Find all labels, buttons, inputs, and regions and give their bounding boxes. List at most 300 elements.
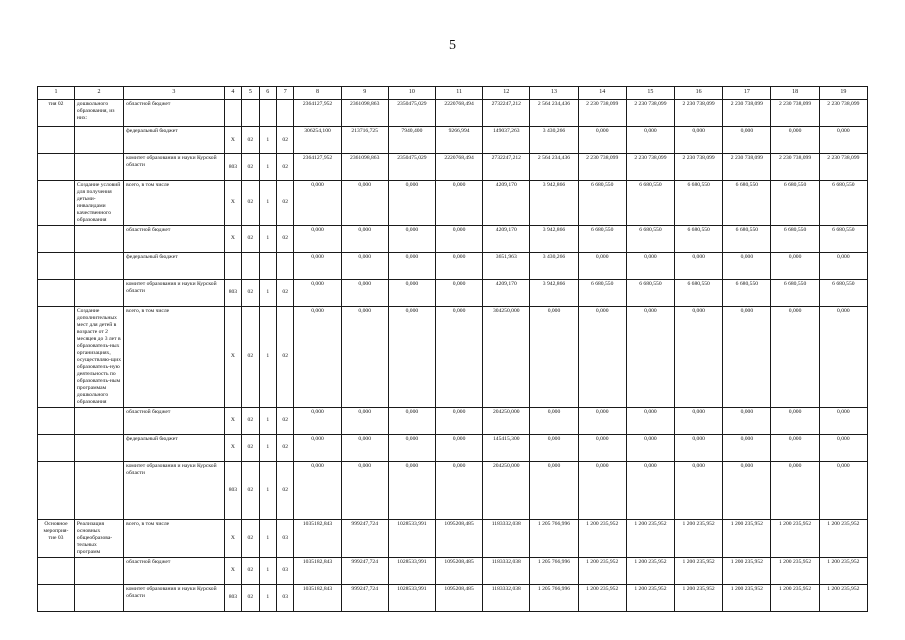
value-cell: 0,000: [626, 434, 674, 461]
value-cell: 2 564 234,436: [530, 154, 578, 181]
header-cell: 19: [819, 87, 867, 100]
value-cell: 1 200 235,952: [771, 584, 819, 611]
cell-c6: 1: [259, 557, 276, 584]
value-cell: 1 200 235,952: [771, 519, 819, 557]
table-row: [38, 557, 868, 584]
value-cell: 4209,170: [483, 279, 530, 306]
value-cell: 0,000: [626, 306, 674, 407]
header-cell: 6: [259, 87, 276, 100]
value-cell: 0,000: [388, 225, 435, 252]
value-cell: 6 680,550: [771, 279, 819, 306]
value-cell: 0,000: [388, 252, 435, 279]
value-cell: 1028533,991: [388, 519, 435, 557]
cell-c3: областной бюджет: [124, 557, 225, 584]
cell-c4: X: [224, 306, 241, 407]
cell-c5: 02: [242, 127, 259, 154]
cell-c3: областной бюджет: [124, 225, 225, 252]
value-cell: 2 230 738,099: [723, 154, 771, 181]
cell-c2: [74, 252, 123, 279]
value-cell: 2 230 738,099: [675, 154, 723, 181]
value-cell: 0,000: [294, 225, 341, 252]
table-row: [38, 100, 868, 127]
table-row: [38, 127, 868, 154]
cell-c3: федеральный бюджет: [124, 434, 225, 461]
value-cell: 0,000: [436, 461, 483, 519]
cell-c6: 1: [259, 154, 276, 181]
cell-c7: 02: [277, 181, 294, 226]
cell-c4: X: [224, 225, 241, 252]
value-cell: 0,000: [723, 461, 771, 519]
cell-c4: X: [224, 557, 241, 584]
cell-c3: комитет образования и науки Курской области: [124, 279, 225, 306]
cell-c4: X: [224, 519, 241, 557]
value-cell: 1 200 235,952: [819, 557, 867, 584]
cell-c7: 03: [277, 519, 294, 557]
value-cell: 2364127,952: [294, 100, 341, 127]
cell-c3: всего, в том числе: [124, 306, 225, 407]
value-cell: 1028533,991: [388, 557, 435, 584]
value-cell: 0,000: [675, 461, 723, 519]
value-cell: 2 230 738,099: [819, 100, 867, 127]
value-cell: 6 680,550: [771, 225, 819, 252]
value-cell: 2 230 738,099: [819, 154, 867, 181]
value-cell: 4209,170: [483, 181, 530, 226]
cell-c2: Создание дополнительных мест для детей в возрасте от 2 месяцев до 3 лет в образователь-ных организациях, осуществляю-щих образователь-ную деятельность по образователь-ным программам дошкольного образования: [74, 306, 123, 407]
cell-c6: [259, 100, 276, 127]
value-cell: 1 200 235,952: [626, 584, 674, 611]
value-cell: 0,000: [530, 306, 578, 407]
page-number: 5: [449, 38, 456, 53]
value-cell: 204250,000: [483, 407, 530, 434]
cell-c6: 1: [259, 279, 276, 306]
value-cell: 1183332,038: [483, 519, 530, 557]
value-cell: 1 200 235,952: [578, 519, 626, 557]
cell-c7: 02: [277, 154, 294, 181]
value-cell: 0,000: [436, 225, 483, 252]
cell-c7: 02: [277, 407, 294, 434]
header-cell: 9: [341, 87, 388, 100]
value-cell: 2 230 738,099: [771, 100, 819, 127]
cell-c6: 1: [259, 461, 276, 519]
cell-c3: комитет образования и науки Курской области: [124, 461, 225, 519]
value-cell: 0,000: [819, 407, 867, 434]
cell-c5: 02: [242, 181, 259, 226]
cell-c4: X: [224, 181, 241, 226]
value-cell: 2 564 234,436: [530, 100, 578, 127]
cell-c6: 1: [259, 434, 276, 461]
table-row: [38, 252, 868, 279]
cell-c5: 02: [242, 279, 259, 306]
value-cell: 2361098,863: [341, 154, 388, 181]
header-cell: 16: [675, 87, 723, 100]
value-cell: 1028533,991: [388, 584, 435, 611]
cell-c5: 02: [242, 407, 259, 434]
header-cell: 11: [436, 87, 483, 100]
value-cell: 1095208,485: [436, 584, 483, 611]
cell-c1: [38, 127, 75, 154]
value-cell: 0,000: [723, 407, 771, 434]
cell-c4: 803: [224, 279, 241, 306]
value-cell: 0,000: [578, 407, 626, 434]
value-cell: 0,000: [530, 407, 578, 434]
value-cell: 6 680,550: [675, 181, 723, 226]
value-cell: 4209,170: [483, 225, 530, 252]
cell-c4: [224, 252, 241, 279]
value-cell: 0,000: [626, 252, 674, 279]
cell-c6: 1: [259, 407, 276, 434]
value-cell: 0,000: [341, 279, 388, 306]
cell-c7: [277, 100, 294, 127]
value-cell: 2361098,863: [341, 100, 388, 127]
cell-c2: Реализация основных общеобразова-тельных программ: [74, 519, 123, 557]
value-cell: 1095208,485: [436, 557, 483, 584]
value-cell: 6 680,550: [771, 181, 819, 226]
cell-c2: [74, 461, 123, 519]
cell-c3: комитет образования и науки Курской области: [124, 584, 225, 611]
value-cell: 0,000: [341, 434, 388, 461]
value-cell: 1 200 235,952: [626, 557, 674, 584]
value-cell: 0,000: [341, 225, 388, 252]
value-cell: 0,000: [436, 306, 483, 407]
value-cell: 2 230 738,099: [626, 154, 674, 181]
value-cell: 2 230 738,099: [626, 100, 674, 127]
value-cell: 1 200 235,952: [578, 557, 626, 584]
table-row: [38, 519, 868, 557]
cell-c4: X: [224, 434, 241, 461]
value-cell: 0,000: [819, 461, 867, 519]
value-cell: 0,000: [294, 181, 341, 226]
value-cell: 0,000: [341, 461, 388, 519]
table-row: [38, 181, 868, 226]
header-cell: 3: [124, 87, 225, 100]
cell-c1: Основное мероприя-тие 03: [38, 519, 75, 557]
cell-c1: [38, 154, 75, 181]
value-cell: 2732247,212: [483, 154, 530, 181]
value-cell: 0,000: [388, 306, 435, 407]
value-cell: 0,000: [675, 252, 723, 279]
header-cell: 13: [530, 87, 578, 100]
cell-c5: 02: [242, 306, 259, 407]
cell-c1: [38, 434, 75, 461]
value-cell: 1 200 235,952: [819, 519, 867, 557]
value-cell: 0,000: [294, 279, 341, 306]
cell-c2: [74, 407, 123, 434]
header-cell: 15: [626, 87, 674, 100]
value-cell: 0,000: [578, 434, 626, 461]
value-cell: 6 680,550: [819, 279, 867, 306]
value-cell: 213716,725: [341, 127, 388, 154]
cell-c1: [38, 279, 75, 306]
value-cell: 1 200 235,952: [723, 557, 771, 584]
cell-c2: [74, 225, 123, 252]
value-cell: 3 430,266: [530, 252, 578, 279]
value-cell: 0,000: [341, 306, 388, 407]
value-cell: 2350475,029: [388, 100, 435, 127]
value-cell: 3 942,866: [530, 225, 578, 252]
value-cell: 2732247,212: [483, 100, 530, 127]
cell-c5: 02: [242, 557, 259, 584]
value-cell: 1035182,843: [294, 557, 341, 584]
cell-c1: [38, 584, 75, 611]
cell-c4: 803: [224, 461, 241, 519]
cell-c5: [242, 100, 259, 127]
value-cell: 3 942,866: [530, 181, 578, 226]
value-cell: 6 680,550: [723, 279, 771, 306]
header-cell: 8: [294, 87, 341, 100]
cell-c4: 803: [224, 154, 241, 181]
value-cell: 1 200 235,952: [771, 557, 819, 584]
value-cell: 0,000: [294, 434, 341, 461]
header-cell: 2: [74, 87, 123, 100]
value-cell: 0,000: [436, 434, 483, 461]
value-cell: 1 205 766,996: [530, 557, 578, 584]
header-cell: 10: [388, 87, 435, 100]
table-row: [38, 306, 868, 407]
table-row: [38, 584, 868, 611]
value-cell: 1 200 235,952: [723, 519, 771, 557]
cell-c1: [38, 407, 75, 434]
budget-table: [37, 86, 868, 612]
value-cell: 0,000: [388, 407, 435, 434]
value-cell: 0,000: [819, 127, 867, 154]
value-cell: 0,000: [341, 181, 388, 226]
cell-c2: [74, 434, 123, 461]
value-cell: 1183332,038: [483, 557, 530, 584]
value-cell: 6 680,550: [723, 181, 771, 226]
header-cell: 7: [277, 87, 294, 100]
value-cell: 306254,100: [294, 127, 341, 154]
value-cell: 6 680,550: [819, 225, 867, 252]
value-cell: 0,000: [294, 461, 341, 519]
header-cell: 12: [483, 87, 530, 100]
value-cell: 0,000: [723, 306, 771, 407]
cell-c3: всего, в том числе: [124, 519, 225, 557]
value-cell: 0,000: [578, 306, 626, 407]
cell-c2: [74, 279, 123, 306]
cell-c5: 02: [242, 225, 259, 252]
cell-c7: 03: [277, 557, 294, 584]
value-cell: 2 230 738,099: [771, 154, 819, 181]
cell-c5: 02: [242, 461, 259, 519]
cell-c7: 02: [277, 279, 294, 306]
table-row: [38, 154, 868, 181]
value-cell: 0,000: [771, 461, 819, 519]
value-cell: 0,000: [436, 252, 483, 279]
header-cell: 4: [224, 87, 241, 100]
value-cell: 1 200 235,952: [626, 519, 674, 557]
value-cell: 0,000: [675, 306, 723, 407]
cell-c1: [38, 557, 75, 584]
cell-c1: тия 02: [38, 100, 75, 127]
cell-c1: [38, 181, 75, 226]
value-cell: 6 680,550: [819, 181, 867, 226]
value-cell: 0,000: [341, 407, 388, 434]
value-cell: 0,000: [819, 306, 867, 407]
value-cell: 0,000: [388, 279, 435, 306]
cell-c5: 02: [242, 434, 259, 461]
value-cell: 0,000: [436, 181, 483, 226]
value-cell: 9266,994: [436, 127, 483, 154]
value-cell: 0,000: [341, 252, 388, 279]
value-cell: 0,000: [771, 407, 819, 434]
value-cell: 2 230 738,099: [578, 154, 626, 181]
value-cell: 149037,263: [483, 127, 530, 154]
value-cell: 1 200 235,952: [675, 519, 723, 557]
cell-c6: 1: [259, 519, 276, 557]
cell-c7: 02: [277, 434, 294, 461]
cell-c3: федеральный бюджет: [124, 127, 225, 154]
header-row: [38, 87, 868, 100]
value-cell: 999247,724: [341, 519, 388, 557]
value-cell: 6 680,550: [626, 181, 674, 226]
value-cell: 0,000: [675, 407, 723, 434]
value-cell: 204250,000: [483, 461, 530, 519]
cell-c4: [224, 100, 241, 127]
cell-c7: 02: [277, 225, 294, 252]
value-cell: 2220768,494: [436, 100, 483, 127]
value-cell: 2 230 738,099: [675, 100, 723, 127]
value-cell: 2350475,029: [388, 154, 435, 181]
value-cell: 6 680,550: [675, 225, 723, 252]
value-cell: 6 680,550: [723, 225, 771, 252]
value-cell: 6 680,550: [578, 279, 626, 306]
value-cell: 0,000: [771, 127, 819, 154]
cell-c1: [38, 461, 75, 519]
value-cell: 1095208,485: [436, 519, 483, 557]
cell-c6: 1: [259, 584, 276, 611]
value-cell: 0,000: [626, 127, 674, 154]
value-cell: 0,000: [675, 127, 723, 154]
cell-c6: [259, 252, 276, 279]
cell-c6: 1: [259, 127, 276, 154]
value-cell: 6 680,550: [626, 279, 674, 306]
cell-c7: 03: [277, 584, 294, 611]
value-cell: 145415,300: [483, 434, 530, 461]
value-cell: 3651,963: [483, 252, 530, 279]
cell-c3: областной бюджет: [124, 407, 225, 434]
value-cell: 999247,724: [341, 584, 388, 611]
value-cell: 304250,000: [483, 306, 530, 407]
value-cell: 6 680,550: [578, 225, 626, 252]
value-cell: 1183332,038: [483, 584, 530, 611]
value-cell: 0,000: [626, 461, 674, 519]
value-cell: 0,000: [819, 252, 867, 279]
value-cell: 1035182,843: [294, 519, 341, 557]
header-cell: 17: [723, 87, 771, 100]
cell-c7: 02: [277, 306, 294, 407]
cell-c2: Создание условий для получения детьми-инвалидами качественного образования: [74, 181, 123, 226]
cell-c2: дошкольного образования, из них:: [74, 100, 123, 127]
value-cell: 0,000: [388, 461, 435, 519]
value-cell: 0,000: [388, 434, 435, 461]
cell-c3: комитет образования и науки Курской области: [124, 154, 225, 181]
cell-c3: областной бюджет: [124, 100, 225, 127]
value-cell: 6 680,550: [578, 181, 626, 226]
cell-c3: всего, в том числе: [124, 181, 225, 226]
value-cell: 1 205 766,996: [530, 584, 578, 611]
value-cell: 0,000: [771, 252, 819, 279]
value-cell: 3 942,866: [530, 279, 578, 306]
cell-c3: федеральный бюджет: [124, 252, 225, 279]
cell-c2: [74, 127, 123, 154]
value-cell: 0,000: [388, 181, 435, 226]
value-cell: 0,000: [723, 434, 771, 461]
cell-c5: [242, 252, 259, 279]
value-cell: 0,000: [436, 407, 483, 434]
value-cell: 7940,400: [388, 127, 435, 154]
header-cell: 18: [771, 87, 819, 100]
header-cell: 1: [38, 87, 75, 100]
value-cell: 2 230 738,099: [723, 100, 771, 127]
value-cell: 0,000: [578, 252, 626, 279]
value-cell: 0,000: [723, 127, 771, 154]
cell-c4: 803: [224, 584, 241, 611]
cell-c5: 02: [242, 584, 259, 611]
cell-c6: 1: [259, 181, 276, 226]
cell-c1: [38, 225, 75, 252]
value-cell: 1 200 235,952: [723, 584, 771, 611]
value-cell: 0,000: [436, 279, 483, 306]
cell-c1: [38, 306, 75, 407]
value-cell: 6 680,550: [675, 279, 723, 306]
value-cell: 0,000: [723, 252, 771, 279]
cell-c1: [38, 252, 75, 279]
value-cell: 2364127,952: [294, 154, 341, 181]
cell-c7: [277, 252, 294, 279]
value-cell: 0,000: [294, 252, 341, 279]
value-cell: 0,000: [819, 434, 867, 461]
cell-c7: 02: [277, 127, 294, 154]
value-cell: 0,000: [771, 434, 819, 461]
value-cell: 0,000: [771, 306, 819, 407]
cell-c5: 02: [242, 519, 259, 557]
value-cell: 1 200 235,952: [578, 584, 626, 611]
value-cell: 1 200 235,952: [675, 584, 723, 611]
value-cell: 0,000: [294, 407, 341, 434]
cell-c6: 1: [259, 225, 276, 252]
cell-c4: X: [224, 407, 241, 434]
cell-c2: [74, 557, 123, 584]
header-cell: 5: [242, 87, 259, 100]
value-cell: 1 205 766,996: [530, 519, 578, 557]
value-cell: 1 200 235,952: [675, 557, 723, 584]
value-cell: 0,000: [294, 306, 341, 407]
value-cell: 3 430,266: [530, 127, 578, 154]
cell-c4: X: [224, 127, 241, 154]
value-cell: 0,000: [578, 461, 626, 519]
cell-c2: [74, 584, 123, 611]
value-cell: 2 230 738,099: [578, 100, 626, 127]
header-cell: 14: [578, 87, 626, 100]
value-cell: 0,000: [530, 434, 578, 461]
cell-c6: 1: [259, 306, 276, 407]
table-row: [38, 279, 868, 306]
value-cell: 2220768,494: [436, 154, 483, 181]
cell-c5: 02: [242, 154, 259, 181]
value-cell: 6 680,550: [626, 225, 674, 252]
cell-c7: 02: [277, 461, 294, 519]
table-row: [38, 461, 868, 519]
cell-c2: [74, 154, 123, 181]
value-cell: 999247,724: [341, 557, 388, 584]
table-row: [38, 407, 868, 434]
table-row: [38, 434, 868, 461]
value-cell: 0,000: [578, 127, 626, 154]
value-cell: 0,000: [675, 434, 723, 461]
value-cell: 0,000: [626, 407, 674, 434]
value-cell: 1035182,843: [294, 584, 341, 611]
value-cell: 0,000: [530, 461, 578, 519]
